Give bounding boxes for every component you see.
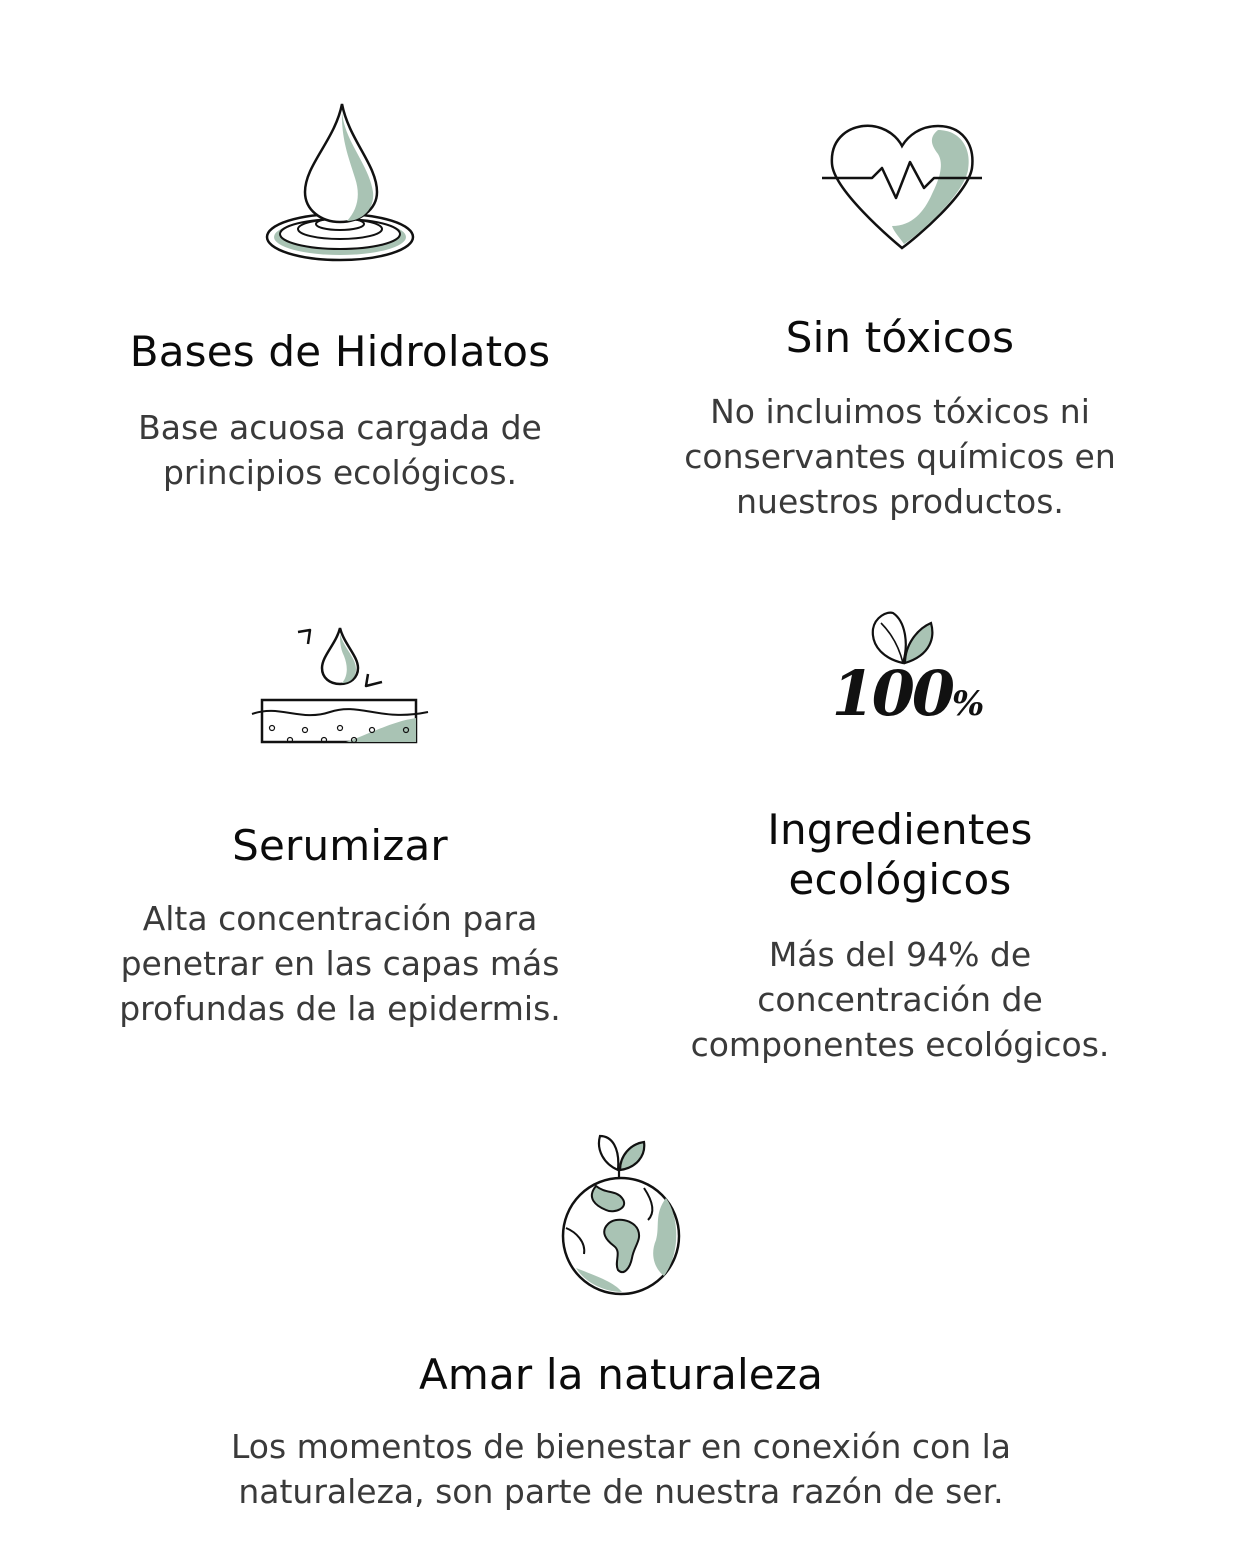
feature-title: Ingredientes ecológicos bbox=[767, 805, 1033, 904]
feature-serumizar bbox=[60, 610, 620, 1040]
percent-sign: % bbox=[952, 684, 985, 724]
feature-amar-naturaleza bbox=[121, 1128, 1121, 1528]
earth-sprout-icon bbox=[556, 1128, 686, 1298]
leaf-100-percent-icon bbox=[820, 605, 990, 735]
feature-description: Los momentos de bienestar en conexión con la naturaleza, son parte de nuestra razón de ser. bbox=[230, 1427, 1012, 1511]
feature-title: Serumizar bbox=[232, 821, 448, 870]
feature-description: No incluimos tóxicos ni conservantes químicos en nuestros productos. bbox=[684, 392, 1116, 521]
feature-title: Bases de Hidrolatos bbox=[129, 327, 551, 376]
feature-title: Amar la naturaleza bbox=[418, 1350, 824, 1399]
feature-description: Alta concentración para penetrar en las capas más profundas de la epidermis. bbox=[119, 899, 561, 1028]
feature-sin-toxicos bbox=[620, 95, 1180, 535]
feature-description: Más del 94% de concentración de componentes ecológicos. bbox=[690, 935, 1110, 1064]
feature-title: Sin tóxicos bbox=[785, 313, 1015, 362]
feature-ingredientes-ecologicos bbox=[620, 605, 1180, 1075]
water-drop-icon bbox=[265, 100, 415, 265]
feature-description: Base acuosa cargada de principios ecológicos. bbox=[138, 408, 542, 492]
skin-serum-icon bbox=[250, 622, 430, 747]
feature-bases-hidrolatos bbox=[60, 95, 620, 515]
heart-pulse-icon bbox=[820, 120, 985, 255]
percent-number: 100 bbox=[831, 657, 953, 730]
